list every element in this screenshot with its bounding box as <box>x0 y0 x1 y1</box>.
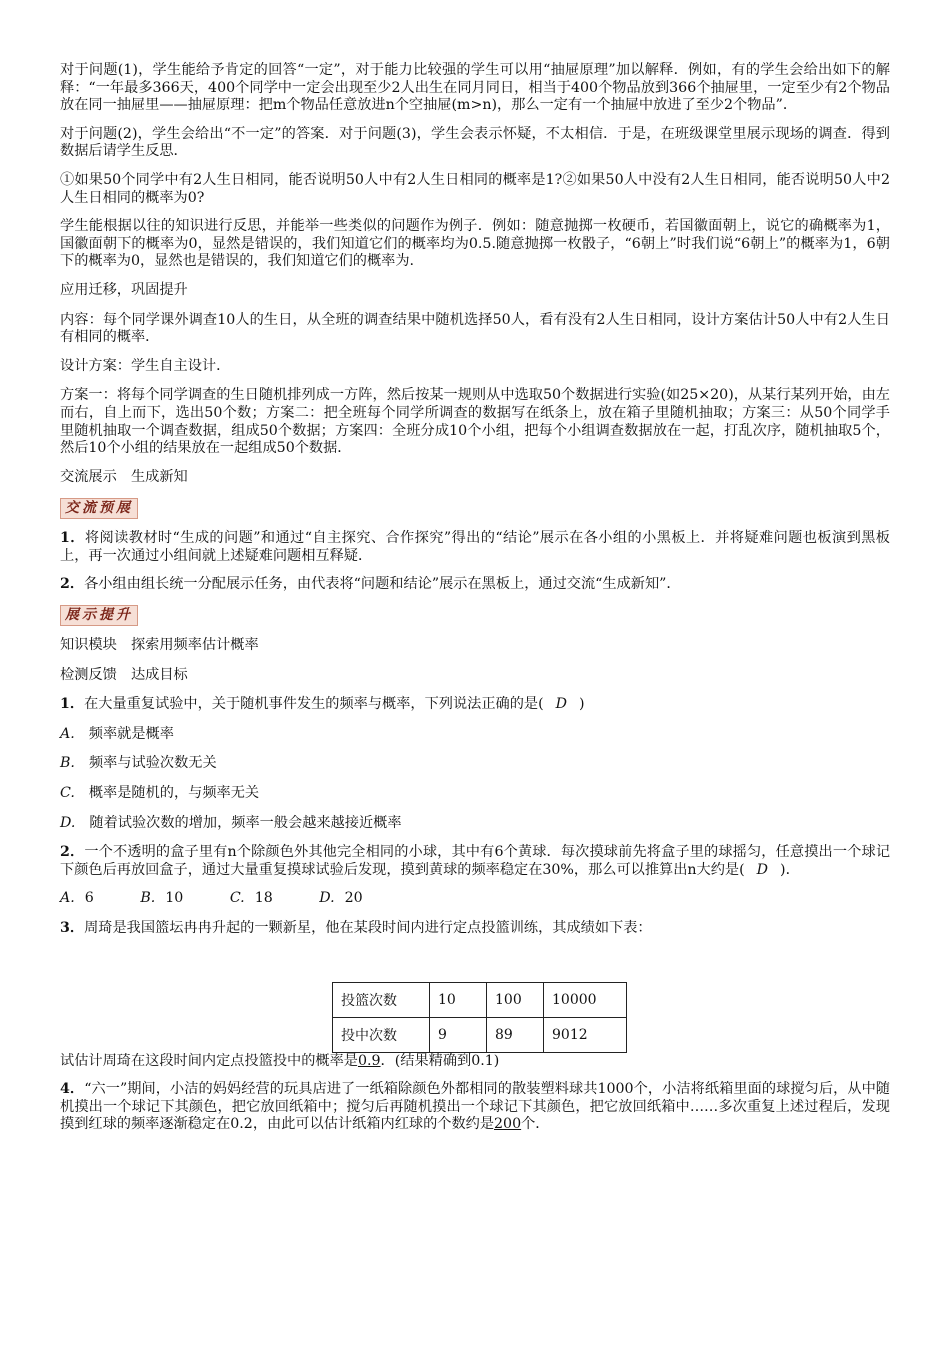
paragraph-content: 内容：每个同学课外调查10人的生日，从全班的调查结果中随机选择50人，看有没有2人生日相同，设计方案估计50人中有2人生日有相同的概率． <box>60 311 890 346</box>
option-letter: D. <box>60 814 76 831</box>
item-number: 2． <box>60 576 85 593</box>
knowledge-module: 知识模块 探索用频率估计概率 <box>60 637 259 654</box>
list-item <box>60 530 890 565</box>
table-row <box>333 982 627 1017</box>
answer-prefix: 试估计周琦在这段时间内定点投篮投中的概率是 <box>60 1052 358 1069</box>
option-a <box>60 890 94 908</box>
table-cell: 10000 <box>544 982 627 1017</box>
table-cell: 投中次数 <box>333 1017 430 1052</box>
option-c <box>230 890 273 908</box>
document-page <box>60 62 890 1145</box>
option-b <box>140 890 183 908</box>
table-cell: 100 <box>487 982 544 1017</box>
option-letter: A. <box>60 725 75 742</box>
table-cell: 9012 <box>544 1017 627 1052</box>
table-cell: 9 <box>430 1017 487 1052</box>
question-3-answer-line <box>60 1053 890 1071</box>
table-cell: 10 <box>430 982 487 1017</box>
option-text: 概率是随机的，与频率无关 <box>88 785 260 802</box>
option-a <box>60 726 890 744</box>
question-close: ) <box>578 696 585 713</box>
list-item <box>60 576 890 594</box>
paragraph-exchange-title: 交流展示 生成新知 <box>60 468 188 485</box>
item-text: 各小组由组长统一分配展示任务，由代表将“问题和结论”展示在黑板上，通过交流“生成新知”． <box>84 576 681 593</box>
question-2 <box>60 844 890 879</box>
option-d <box>60 815 890 833</box>
question-3 <box>60 920 890 938</box>
paragraph-apply-title: 应用迁移，巩固提升 <box>60 281 188 298</box>
option-text: 20 <box>344 890 363 907</box>
answer: D <box>756 861 769 878</box>
answer-suffix: ．(结果精确到0.1) <box>380 1052 500 1069</box>
option-letter: B. <box>140 890 156 907</box>
paragraph-examples: 学生能根据以往的知识进行反思，并能举一些类似的问题作为例子．例如：随意抛掷一枚硬币，若国徽面朝上，说它的确概率为1，国徽面朝下的概率为0，显然是错误的，我们知道它们的概率均为0.5.随意抛掷一枚骰子，“6朝上”时我们说“6朝上”的概率为1，6朝下的概率为0，显然也是错误的，我们知道它们的概率为. <box>60 218 890 270</box>
option-text: 10 <box>165 890 184 907</box>
section-heading-exchange: 交流预展 <box>60 498 138 519</box>
option-text: 频率就是概率 <box>88 725 174 742</box>
option-b <box>60 755 890 773</box>
question-4 <box>60 1081 890 1134</box>
question-number: 3． <box>60 920 85 936</box>
answer: 0.9 <box>357 1052 381 1069</box>
option-c <box>60 785 890 803</box>
question-1 <box>60 696 890 714</box>
answer: D <box>555 696 567 713</box>
option-text: 频率与试验次数无关 <box>88 755 217 772</box>
table-cell: 投篮次数 <box>333 982 430 1017</box>
question-2-options <box>60 890 890 908</box>
answer: 200 <box>494 1116 522 1133</box>
question-number: 4． <box>60 1081 85 1098</box>
option-letter: B. <box>60 755 75 772</box>
question-number: 1． <box>60 696 85 713</box>
shooting-table <box>332 982 627 1053</box>
question-stem: 周琦是我国篮坛冉冉升起的一颗新星，他在某段时间内进行定点投篮训练，其成绩如下表： <box>84 920 652 936</box>
paragraph-design: 设计方案：学生自主设计． <box>60 357 231 374</box>
option-letter: C. <box>60 785 75 802</box>
option-letter: C. <box>229 890 245 907</box>
item-number: 1． <box>60 530 85 547</box>
section-heading-display: 展示提升 <box>60 605 138 626</box>
paragraph-plans: 方案一：将每个同学调查的生日随机排列成一方阵，然后按某一规则从中选取50个数据进行实验(如25×20)，从某行某列开始，由左而右，自上而下，选出50个数；方案二：把全班每个同学所调查的数据写在纸条上，放在箱子里随机抽取；方案三：从50个同学手里随机抽取一个调查数据，组成50个数据；方案四：全班分成10个小组，把每个小组调查数据放在一起，打乱次序，随机抽取5个，然后10个小组的结果放在一起组成50个数据． <box>60 387 890 457</box>
option-text: 18 <box>254 890 273 907</box>
question-stem: 一个不透明的盒子里有n个除颜色外其他完全相同的小球，其中有6个黄球．每次摸球前先将盒子里的球摇匀，任意摸出一个球记下颜色后再放回盒子，通过大量重复摸球试验后发现，摸到黄球的频率稳定在30%，那么可以推算出n大约是( <box>60 844 891 878</box>
feedback-title: 检测反馈 达成目标 <box>60 666 188 683</box>
paragraph-reflection-questions: ①如果50个同学中有2人生日相同，能否说明50人中有2人生日相同的概率是1?②如果50人中没有2人生日相同，能否说明50人中2人生日相同的概率为0? <box>60 171 890 206</box>
item-text: 将阅读教材时“生成的问题”和通过“自主探究、合作探究”得出的“结论”展示在各小组的小黑板上．并将疑难问题也板演到黑板上，再一次通过小组间就上述疑难问题相互释疑． <box>60 530 890 564</box>
question-stem: “六一”期间，小洁的妈妈经营的玩具店进了一纸箱除颜色外都相同的散装塑料球共1000个，小洁将纸箱里面的球搅匀后，从中随机摸出一个球记下其颜色，把它放回纸箱中；搅匀后再随机摸出一个球记下其颜色，把它放回纸箱中……多次重复上述过程后，发现摸到红球的频率逐渐稳定在0.2，由此可以估计纸箱内红球的个数约是 <box>60 1081 890 1133</box>
option-text: 6 <box>84 890 94 907</box>
question-number: 2． <box>60 844 85 861</box>
answer-suffix: 个． <box>521 1116 550 1133</box>
paragraph-pigeonhole: 对于问题(1)，学生能给予肯定的回答“一定”，对于能力比较强的学生可以用“抽屉原理”加以解释．例如，有的学生会给出如下的解释：“一年最多366天，400个同学中一定会出现至少2人出生在同月同日，相当于400个物品放到366个抽屉里，一定至少有2个物品放在同一抽屉里——抽屉原理：把m个物品任意放进n个空抽屉(m>n)，那么一定有一个抽屉中放进了至少2个物品”． <box>60 62 890 114</box>
option-letter: D. <box>319 890 335 907</box>
option-text: 随着试验次数的增加，频率一般会越来越接近概率 <box>89 814 402 831</box>
table-row <box>333 1017 627 1052</box>
question-stem: 在大量重复试验中，关于随机事件发生的频率与概率，下列说法正确的是( <box>84 696 544 713</box>
table-cell: 89 <box>487 1017 544 1052</box>
paragraph-question2-3: 对于问题(2)，学生会给出“不一定”的答案．对于问题(3)，学生会表示怀疑，不太相信．于是，在班级课堂里展示现场的调查．得到数据后请学生反思． <box>60 125 890 160</box>
option-letter: A. <box>60 890 75 907</box>
question-close: )． <box>780 861 800 878</box>
option-d <box>319 890 362 908</box>
